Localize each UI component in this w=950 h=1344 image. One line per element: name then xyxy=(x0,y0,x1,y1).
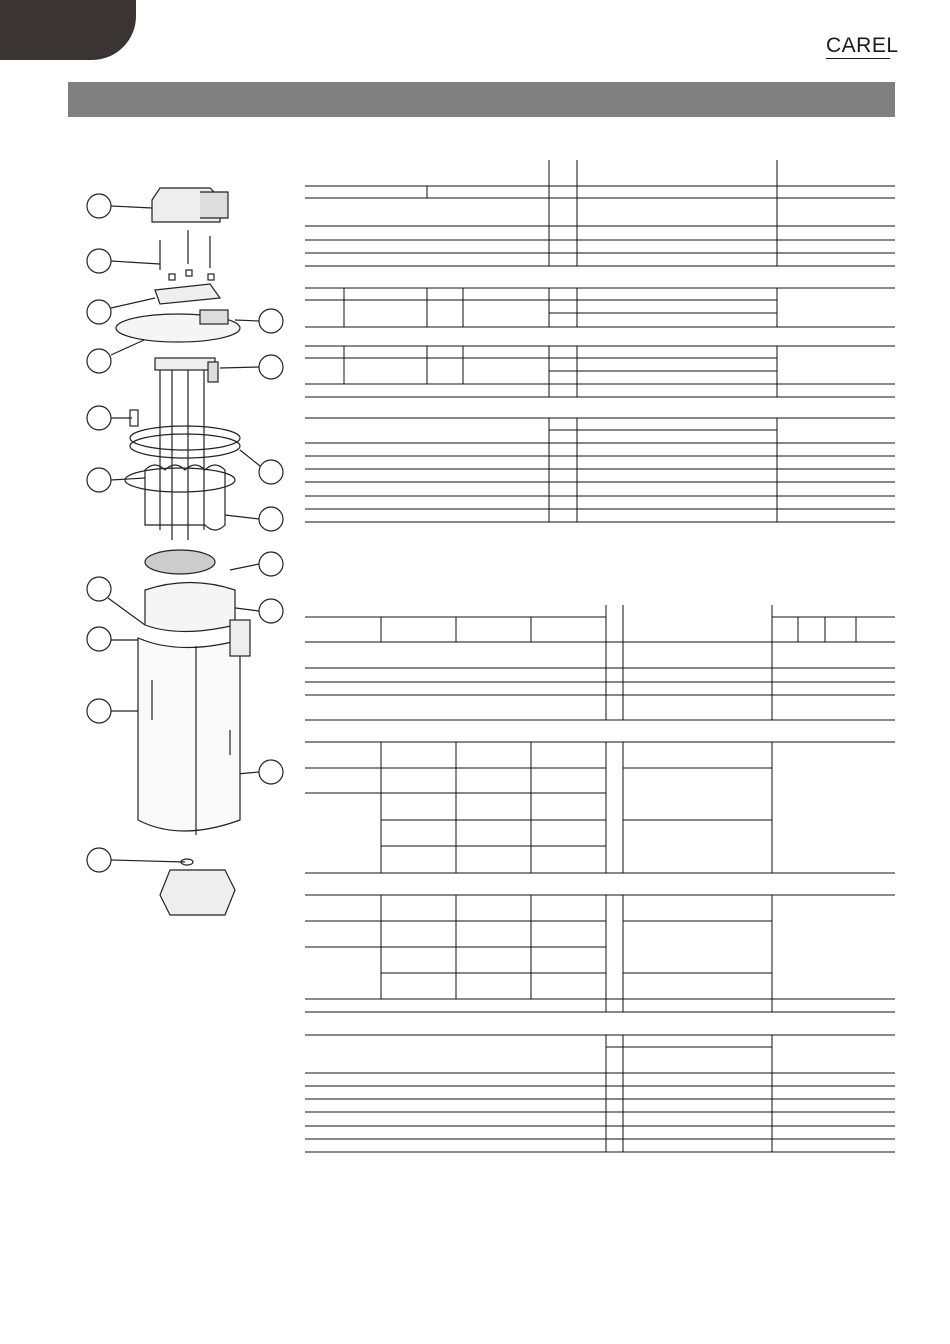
table-5 xyxy=(305,605,895,720)
table-6 xyxy=(305,742,895,873)
table-4 xyxy=(305,418,895,522)
table-3 xyxy=(305,346,895,397)
table-8 xyxy=(305,1035,895,1152)
table-7 xyxy=(305,895,895,1012)
table-1 xyxy=(305,160,895,266)
carel-logo: CAREL xyxy=(826,34,899,57)
table-2 xyxy=(305,288,895,327)
